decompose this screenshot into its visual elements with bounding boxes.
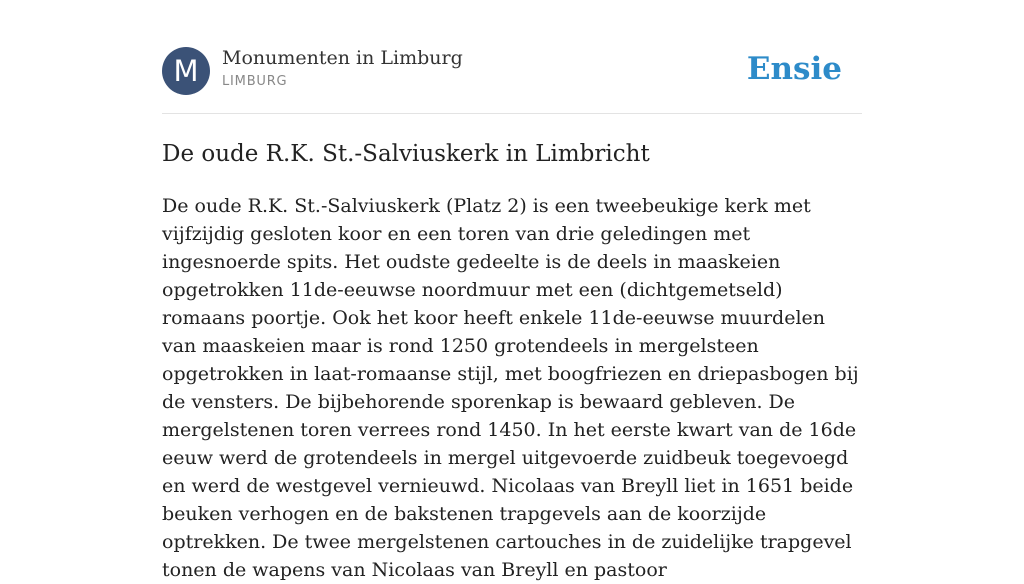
page-header: [162, 0, 862, 114]
ensie-logo[interactable]: Ensie: [746, 51, 842, 87]
site-name-link[interactable]: Monumenten in Limburg: [222, 47, 463, 69]
page-title: De oude R.K. St.-Salviuskerk in Limbricht: [162, 141, 650, 167]
category-label[interactable]: LIMBURG: [222, 74, 288, 89]
article-body: De oude R.K. St.-Salviuskerk (Platz 2) is een tweebeukige kerk met vijfzijdig gesloten koor en een toren van drie geledingen met ingesnoerde spits. Het oudste gedeelte is de deels in maaskeien opgetrokken 11de-eeuwse noordmuur met een (dichtgemetseld) romaans poortje. Ook het koor heeft enkele 11de-eeuwse muurdelen van maaskeien maar is rond 1250 grotendeels in mergelsteen opgetrokken in laat-romaanse stijl, met boogfriezen en driepasbogen bij de vensters. De bijbehorende sporenkap is bewaard gebleven. De mergelstenen toren verrees rond 1450. In het eerste kwart van de 16de eeuw werd de grotendeels in mergel uitgevoerde zuidbeuk toegevoegd en werd de westgevel vernieuwd. Nicolaas van Breyll liet in 1651 beide beuken verhogen en de bakstenen trapgevels aan de koorzijde optrekken. De twee mergelstenen cartouches in de zuidelijke trapgevel tonen de wapens van Nicolaas van Breyll en pastoor: [162, 195, 859, 581]
content-column: [162, 0, 862, 584]
avatar[interactable]: M: [162, 47, 210, 95]
